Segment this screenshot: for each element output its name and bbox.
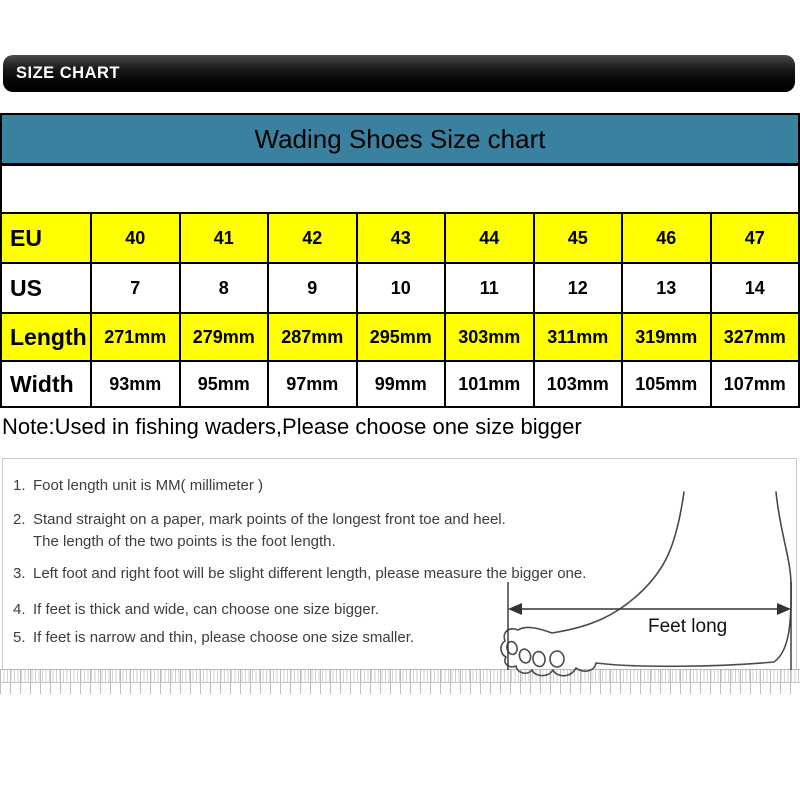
table-row-eu (2, 212, 798, 262)
table-title-bar (2, 115, 798, 166)
table-cell: 14 (710, 264, 799, 312)
table-cell: 105mm (621, 362, 710, 406)
table-cell: 287mm (267, 314, 356, 360)
table-cell: 11 (444, 264, 533, 312)
instruction-number: 1. (13, 477, 26, 494)
size-table (0, 113, 800, 408)
row-label: EU (10, 224, 42, 251)
instruction-item (13, 601, 653, 619)
row-label: Width (10, 370, 74, 397)
table-cell: 43 (356, 214, 445, 262)
instruction-number: 2. (13, 511, 26, 528)
table-cell: 319mm (621, 314, 710, 360)
table-cell: 40 (90, 214, 179, 262)
table-cell: 44 (444, 214, 533, 262)
table-cell: 45 (533, 214, 622, 262)
instruction-item-continuation (13, 533, 653, 551)
banner-title: SIZE CHART (16, 63, 120, 82)
table-row-us (2, 262, 798, 312)
table-title: Wading Shoes Size chart (254, 123, 546, 154)
table-cell: 295mm (356, 314, 445, 360)
instruction-number (13, 533, 33, 551)
feet-long-label: Feet long (648, 616, 728, 637)
instruction-text: If feet is narrow and thin, please choose one size smaller. (33, 629, 415, 646)
table-cell: 10 (356, 264, 445, 312)
note-text: Note:Used in fishing waders,Please choose one size bigger (2, 414, 582, 439)
instruction-text: If feet is thick and wide, can choose one size bigger. (33, 601, 380, 618)
table-cell: 95mm (179, 362, 268, 406)
table-cell: 271mm (90, 314, 179, 360)
table-cell: 9 (267, 264, 356, 312)
table-cell: 101mm (444, 362, 533, 406)
table-cell: 42 (267, 214, 356, 262)
table-cell: 99mm (356, 362, 445, 406)
table-cell: 41 (179, 214, 268, 262)
table-cell: 279mm (179, 314, 268, 360)
instruction-text: Stand straight on a paper, mark points of the longest front toe and heel. (33, 511, 506, 528)
instruction-item (13, 511, 653, 529)
table-row-width (2, 360, 798, 406)
instruction-number: 5. (13, 629, 26, 646)
instruction-item (13, 629, 653, 647)
instruction-text: Left foot and right foot will be slight different length, please measure the bigger one. (33, 565, 587, 582)
table-cell: 7 (90, 264, 179, 312)
table-cell: 103mm (533, 362, 622, 406)
table-row-length (2, 312, 798, 360)
table-cell: 311mm (533, 314, 622, 360)
instruction-item (13, 477, 653, 495)
table-cell: 13 (621, 264, 710, 312)
instruction-text: Foot length unit is MM( millimeter ) (33, 477, 264, 494)
table-cell: 93mm (90, 362, 179, 406)
table-cell: 12 (533, 264, 622, 312)
table-cell: 97mm (267, 362, 356, 406)
row-label: Length (10, 323, 87, 350)
table-cell: 327mm (710, 314, 799, 360)
instruction-item (13, 565, 653, 583)
table-cell: 303mm (444, 314, 533, 360)
instruction-number: 3. (13, 565, 26, 582)
row-label: US (10, 274, 42, 301)
instruction-number: 4. (13, 601, 26, 618)
ruler-graphic (0, 669, 800, 694)
size-chart-banner (3, 55, 795, 92)
table-cell: 107mm (710, 362, 799, 406)
table-cell: 47 (710, 214, 799, 262)
instructions-box (2, 458, 797, 669)
table-cell: 8 (179, 264, 268, 312)
table-cell: 46 (621, 214, 710, 262)
instruction-text: The length of the two points is the foot length. (33, 533, 336, 550)
table-spacer-row (2, 166, 798, 212)
